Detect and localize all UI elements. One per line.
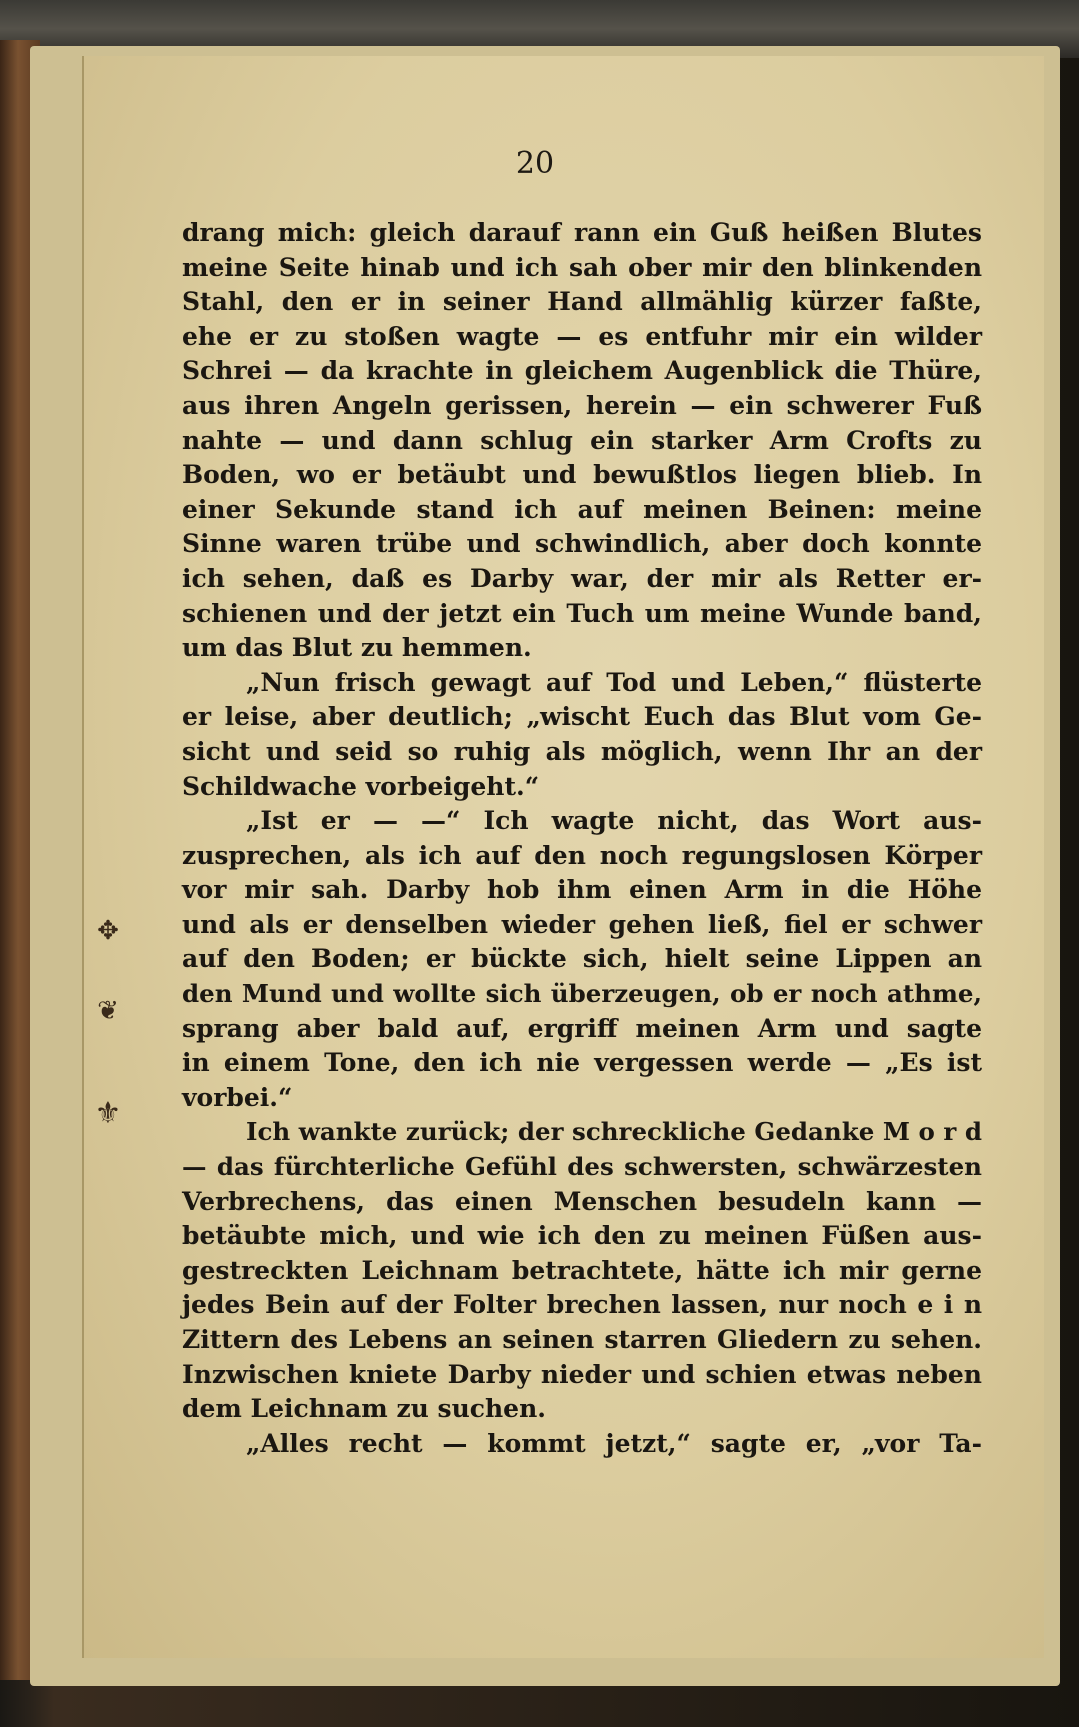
text-line: Inzwischen kniete Darby nieder und schien etwas neben bbox=[182, 1359, 982, 1389]
text-line: nahte — und dann schlug ein starker Arm Crofts zu bbox=[182, 425, 982, 455]
text-line: schienen und der jetzt ein Tuch um meine Wunde band, bbox=[182, 598, 982, 628]
text-line: einer Sekunde stand ich auf meinen Beinen: meine bbox=[182, 494, 982, 524]
text-line: auf den Boden; er bückte sich, hielt seine Lippen an bbox=[182, 944, 982, 974]
text-line: jedes Bein auf der Folter brechen lassen, nur noch e i n bbox=[182, 1290, 982, 1320]
page-number: 20 bbox=[515, 146, 555, 181]
text-line: vor mir sah. Darby hob ihm einen Arm in die Höhe bbox=[182, 875, 982, 905]
text-line: und als er denselben wieder gehen ließ, fiel er schwer bbox=[182, 909, 982, 939]
text-line: Sinne waren trübe und schwindlich, aber doch konnte bbox=[182, 529, 982, 559]
text-line: meine Seite hinab und ich sah ober mir den blinkenden bbox=[182, 252, 982, 282]
text-line: sicht und seid so ruhig als möglich, wenn Ihr an der bbox=[182, 736, 982, 766]
text-line: er leise, aber deutlich; „wischt Euch das Blut vom Ge- bbox=[182, 702, 982, 732]
text-line: Ich wankte zurück; der schreckliche Gedanke M o r d bbox=[246, 1117, 982, 1147]
text-line: zusprechen, als ich auf den noch regungslosen Körper bbox=[182, 840, 982, 870]
text-line: Stahl, den er in seiner Hand allmählig kürzer faßte, bbox=[182, 287, 982, 317]
text-line: gestreckten Leichnam betrachtete, hätte ich mir gerne bbox=[182, 1255, 982, 1285]
text-line: aus ihren Angeln gerissen, herein — ein schwerer Fuß bbox=[182, 390, 982, 420]
text-line: sprang aber bald auf, ergriff meinen Arm und sagte bbox=[182, 1013, 982, 1043]
text-line: den Mund und wollte sich überzeugen, ob er noch athme, bbox=[182, 979, 982, 1009]
page-text bbox=[182, 216, 982, 1461]
text-line: Schrei — da krachte in gleichem Augenblick die Thüre, bbox=[182, 356, 982, 386]
text-line: ich sehen, daß es Darby war, der mir als Retter er- bbox=[182, 563, 982, 593]
text-line: Zittern des Lebens an seinen starren Gliedern zu sehen. bbox=[182, 1325, 982, 1354]
text-line: — das fürchterliche Gefühl des schwersten, schwärzesten bbox=[182, 1152, 982, 1182]
spine-ornament-icon: ⚜ bbox=[94, 1096, 122, 1131]
text-line: Schildwache vorbeigeht.“ bbox=[182, 771, 540, 801]
text-line: betäubte mich, und wie ich den zu meinen Füßen aus- bbox=[182, 1221, 982, 1251]
text-line: vorbei.“ bbox=[182, 1082, 293, 1112]
text-line: dem Leichnam zu suchen. bbox=[182, 1394, 546, 1424]
spine-ornament-icon: ❦ bbox=[97, 996, 119, 1026]
text-line: drang mich: gleich darauf rann ein Guß heißen Blutes bbox=[182, 218, 982, 247]
text-line: in einem Tone, den ich nie vergessen werde — „Es ist bbox=[182, 1048, 982, 1078]
text-line: ehe er zu stoßen wagte — es entfuhr mir ein wilder bbox=[182, 321, 982, 351]
text-line: Verbrechens, das einen Menschen besudeln kann — bbox=[182, 1186, 982, 1216]
text-line: „Ist er — —“ Ich wagte nicht, das Wort aus- bbox=[246, 806, 982, 836]
text-line: „Alles recht — kommt jetzt,“ sagte er, „vor Ta- bbox=[246, 1428, 982, 1458]
spine-ornament-icon: ✥ bbox=[97, 916, 119, 946]
text-line: um das Blut zu hemmen. bbox=[182, 633, 532, 663]
text-line: Boden, wo er betäubt und bewußtlos liegen blieb. In bbox=[182, 460, 982, 490]
text-line: „Nun frisch gewagt auf Tod und Leben,“ flüsterte bbox=[246, 667, 982, 697]
